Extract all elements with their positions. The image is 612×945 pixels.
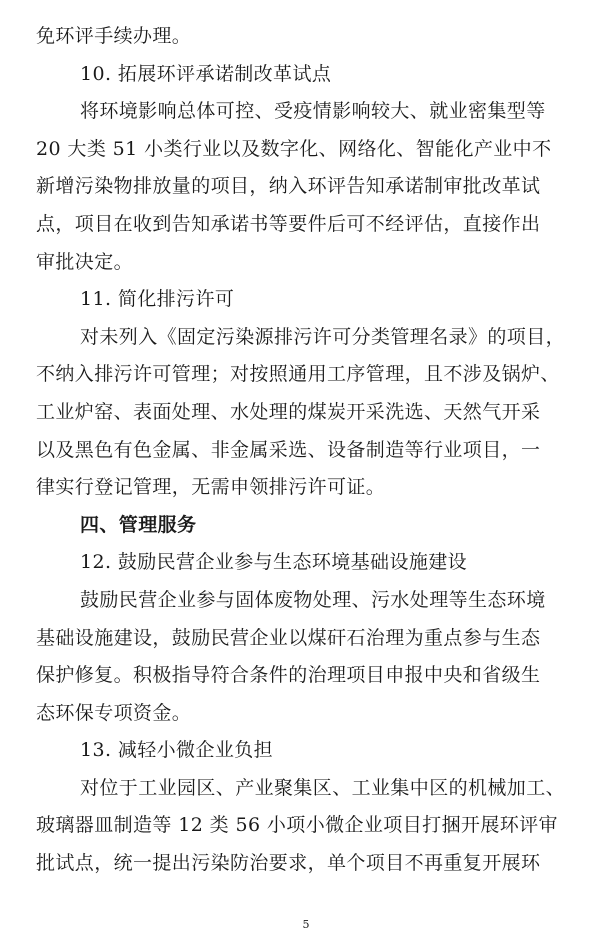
text-line: 玻璃器皿制造等 12 类 56 小项小微企业项目打捆开展环评审 bbox=[36, 814, 558, 837]
text-line: 点，项目在收到告知承诺书等要件后可不经评估，直接作出 bbox=[36, 212, 541, 235]
subheading-13: 13. 减轻小微企业负担 bbox=[80, 739, 274, 762]
text-line: 免环评手续办理。 bbox=[36, 25, 192, 47]
section-heading: 四、管理服务 bbox=[80, 513, 197, 536]
text-line: 新增污染物排放量的项目，纳入环评告知承诺制审批改革试 bbox=[36, 175, 541, 198]
page-number: 5 bbox=[302, 918, 310, 931]
text-line: 审批决定。 bbox=[36, 250, 134, 273]
text-line: 批试点，统一提出污染防治要求，单个项目不再重复开展环 bbox=[36, 852, 541, 875]
text-line: 律实行登记管理，无需申领排污许可证。 bbox=[36, 476, 386, 499]
text-line: 将环境影响总体可控、受疫情影响较大、就业密集型等 bbox=[80, 100, 546, 123]
text-line: 基础设施建设，鼓励民营企业以煤矸石治理为重点参与生态 bbox=[36, 626, 541, 649]
text-line: 对未列入《固定污染源排污许可分类管理名录》的项目， bbox=[80, 325, 566, 348]
subheading-10: 10. 拓展环评承诺制改革试点 bbox=[80, 62, 332, 85]
text-line: 鼓励民营企业参与固体废物处理、污水处理等生态环境 bbox=[80, 588, 546, 611]
subheading-12: 12. 鼓励民营企业参与生态环境基础设施建设 bbox=[80, 551, 468, 574]
text-line: 工业炉窑、表面处理、水处理的煤炭开采洗选、天然气开采 bbox=[36, 400, 541, 423]
subheading-11: 11. 简化排污许可 bbox=[80, 288, 235, 311]
text-line: 保护修复。积极指导符合条件的治理项目申报中央和省级生 bbox=[36, 664, 541, 687]
text-line: 态环保专项资金。 bbox=[36, 701, 192, 724]
text-line: 对位于工业园区、产业聚集区、工业集中区的机械加工、 bbox=[80, 776, 566, 799]
text-line: 20 大类 51 小类行业以及数字化、网络化、智能化产业中不 bbox=[36, 137, 552, 160]
text-line: 以及黑色有色金属、非金属采选、设备制造等行业项目，一 bbox=[36, 438, 541, 461]
text-line: 不纳入排污许可管理；对按照通用工序管理，且不涉及锅炉、 bbox=[36, 363, 560, 386]
document-page bbox=[36, 18, 576, 883]
